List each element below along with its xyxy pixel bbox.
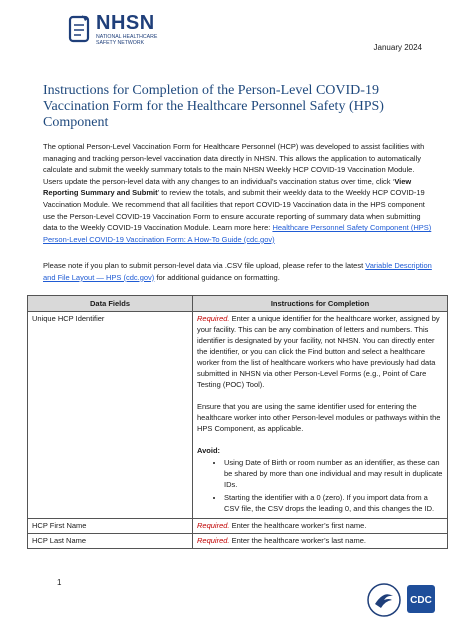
required-label: Required.	[197, 521, 230, 530]
data-fields-table	[27, 295, 448, 549]
cdc-logo-text: CDC	[410, 595, 432, 606]
document-date: January 2024	[373, 43, 422, 52]
instruction-cell	[193, 534, 448, 549]
required-label: Required.	[197, 314, 230, 323]
csv-note-paragraph	[43, 260, 436, 283]
table-row	[28, 312, 448, 519]
table-row	[28, 534, 448, 549]
avoid-list-item: • Starting the identifier with a 0 (zero). If you import data from a CSV file, the CSV drops the leading 0, and this changes the ID.	[224, 492, 443, 514]
intro-paragraph	[43, 141, 436, 245]
table-row	[28, 519, 448, 534]
avoid-list-item: • Using Date of Birth or room number as an identifier, as these can be shared by more than one individual and may result in duplicate IDs.	[224, 457, 443, 490]
cdc-logo-icon	[406, 584, 436, 614]
hhs-eagle-logo-icon	[366, 582, 402, 618]
table-header-row	[28, 296, 448, 312]
column-header-instructions: Instructions for Completion	[193, 296, 448, 312]
variable-description-link[interactable]: Variable Description and File Layout — HPS (cdc.gov)	[43, 261, 432, 282]
avoid-list	[197, 457, 443, 514]
required-label: Required.	[197, 536, 230, 545]
note-text-1: Please note if you plan to submit person-level data via .CSV file upload, please refer to the latest	[43, 261, 366, 270]
instruction-cell	[193, 519, 448, 534]
field-name-cell: Unique HCP Identifier	[28, 312, 193, 519]
page-number: 1	[57, 578, 62, 587]
note-text-2: for additional guidance on formatting.	[154, 272, 280, 282]
logo-wordmark: NHSN	[96, 12, 155, 34]
intro-text-1: The optional Person-Level Vaccination Form for Healthcare Personnel (HCP) was developed to assist facilities with managing and tracking person-level vaccination data directly in NHSN. This allows the application to automatically calculate and submit the weekly summary totals to the main NHSN Weekly HCP COVID-19 Vaccination Module. Users update the person-level data with any changes to an individual’s vaccination status over time, click ‘	[43, 142, 425, 186]
instruction-extra-text: Ensure that you are using the same identifier used for entering the healthcare worker into other Person-level modules or pathways within the HPS Component, as applicable.	[197, 402, 441, 433]
how-to-guide-link[interactable]: Healthcare Personnel Safety Component (HPS) Person-Level COVID-19 Vaccination Form: A How-To Guide (cdc.gov)	[43, 223, 432, 244]
logo-subtitle: NATIONAL HEALTHCARE SAFETY NETWORK	[96, 34, 158, 46]
avoid-label: Avoid:	[197, 446, 221, 455]
instruction-text: Enter the healthcare worker’s last name.	[229, 536, 366, 545]
instruction-text: Enter the healthcare worker’s first name.	[229, 521, 367, 530]
intro-text-2: ’ to review the totals, and submit their weekly data to the Weekly HCP COVID-19 Vaccination Module. We recommend that all facilities that report COVID-19 Vaccination data in the HPS component use the Person-Level COVID-19 Vaccination Form to ensure accurate reporting of summary data when submitting data to the Weekly COVID-19 Vaccination Module. Learn more here:	[43, 188, 425, 233]
field-name-cell: HCP Last Name	[28, 534, 193, 549]
field-name-cell: HCP First Name	[28, 519, 193, 534]
document-title: Instructions for Completion of the Person-Level COVID-19 Vaccination Form for the Healthcare Personnel Safety (HPS) Component	[43, 83, 384, 130]
instruction-text: Enter a unique identifier for the healthcare worker, assigned by your facility. This can be any combination of letters and numbers. This identifier is designated by your facility, not NHSN. You can directly enter the identifier, or you can click the Find button and select a healthcare worker from the list of healthcare workers who have previously had data submitted in NHSN via other Person-Level Forms (e.g., Point of Care Testing (POC) Tool).	[197, 314, 440, 389]
instruction-cell	[193, 312, 448, 519]
column-header-fields: Data Fields	[28, 296, 193, 312]
intro-bold-action: View Reporting Summary and Submit	[43, 176, 412, 198]
